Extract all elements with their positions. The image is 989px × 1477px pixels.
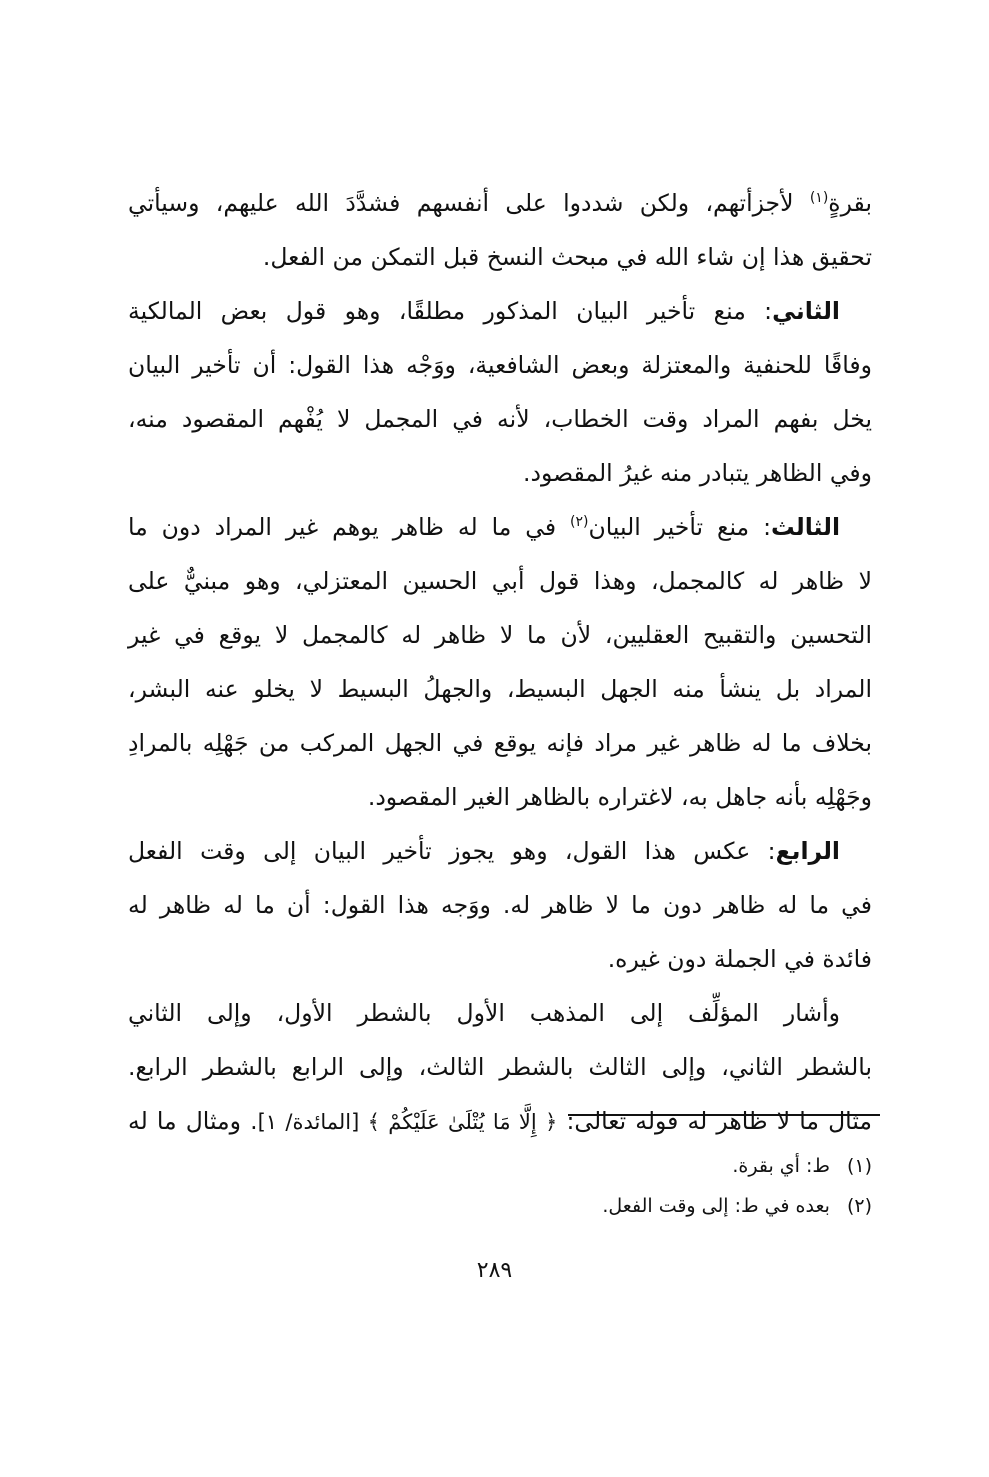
text-line: وفي الظاهر يتبادر منه غيرُ المقصود.	[523, 459, 872, 487]
text-line	[128, 176, 872, 230]
quran-quote: ﴿ إِلَّا مَا يُتْلَىٰ عَلَيْكُمْ ﴾	[367, 1110, 558, 1134]
footnote-2	[128, 1186, 872, 1226]
section-term-second: الثاني	[772, 297, 840, 325]
word: بقرةٍ	[828, 189, 872, 217]
text-fragment: في ما له ظاهر يوهم غير المراد دون ما	[128, 513, 571, 541]
text-line: تحقيق هذا إن شاء الله في مبحث النسخ قبل التمكن من الفعل.	[262, 243, 872, 271]
page-number: ٢٨٩	[476, 1258, 513, 1283]
text-line	[128, 1094, 872, 1148]
text-line: وفاقًا للحنفية والمعتزلة وبعض الشافعية، ووَجْه هذا القول: أن تأخير البيان	[128, 351, 872, 379]
main-text	[128, 176, 872, 1148]
footnotes	[128, 1146, 872, 1226]
section-term-fourth: الرابع	[775, 837, 840, 865]
text-line: وأشار المؤلِّف إلى المذهب الأول بالشطر الأول، وإلى الثاني	[128, 999, 840, 1027]
footnote-number: (٢)	[846, 1195, 872, 1217]
text-line: بخلاف ما له ظاهر غير مراد فإنه يوقع في الجهل المركب من جَهْلِه بالمرادِ	[128, 729, 872, 757]
footnote-1	[128, 1146, 872, 1186]
quran-citation: [المائدة/ ١]	[257, 1110, 368, 1134]
text-line: بالشطر الثاني، وإلى الثالث بالشطر الثالث، وإلى الرابع بالشطر الرابع.	[128, 1053, 872, 1081]
footnote-text: بعده في ط: إلى وقت الفعل.	[602, 1195, 830, 1217]
footnote-text: ط: أي بقرة.	[732, 1155, 830, 1177]
text-line: لا ظاهر له كالمجمل، وهذا قول أبي الحسين المعتزلي، وهو مبنيٌّ على	[128, 567, 872, 595]
text-fragment: : منع تأخير البيان المذكور مطلقًا، وهو قول بعض المالكية	[128, 297, 773, 325]
text-fragment: : منع تأخير البيان	[588, 513, 771, 541]
text-fragment: . ومثال ما له	[128, 1107, 258, 1135]
text-fragment: : عكس هذا القول، وهو يجوز تأخير البيان إلى وقت الفعل	[128, 837, 776, 865]
text-line	[128, 824, 872, 878]
text-line: يخل بفهم المراد وقت الخطاب، لأنه في المجمل لا يُفْهم المقصود منه،	[128, 405, 872, 433]
footnote-ref-2[interactable]: (٢)	[570, 514, 589, 531]
text-line	[128, 500, 872, 554]
text-line: التحسين والتقبيح العقليين، لأن ما لا ظاهر له كالمجمل لا يوقع في غير	[128, 621, 872, 649]
section-term-third: الثالث	[771, 513, 840, 541]
text-line: فائدة في الجملة دون غيره.	[607, 945, 872, 973]
text-line	[128, 284, 872, 338]
footnote-number: (١)	[846, 1155, 872, 1177]
text-fragment: لأجزأتهم، ولكن شددوا على أنفسهم فشدَّدَ الله عليهم، وسيأتي	[128, 189, 810, 217]
text-fragment: مثال ما لا ظاهر له قوله تعالى:	[557, 1107, 873, 1135]
text-line: في ما له ظاهر دون ما لا ظاهر له. ووَجه هذا القول: أن ما له ظاهر له	[128, 891, 872, 919]
text-line: المراد بل ينشأ منه الجهل البسيط، والجهلُ البسيط لا يخلو عنه البشر،	[128, 675, 872, 703]
text-line: وجَهْلِه بأنه جاهل به، لاغتراره بالظاهر الغير المقصود.	[367, 783, 872, 811]
footnote-ref-1[interactable]: (١)	[809, 190, 829, 207]
footnote-divider	[568, 1114, 880, 1116]
